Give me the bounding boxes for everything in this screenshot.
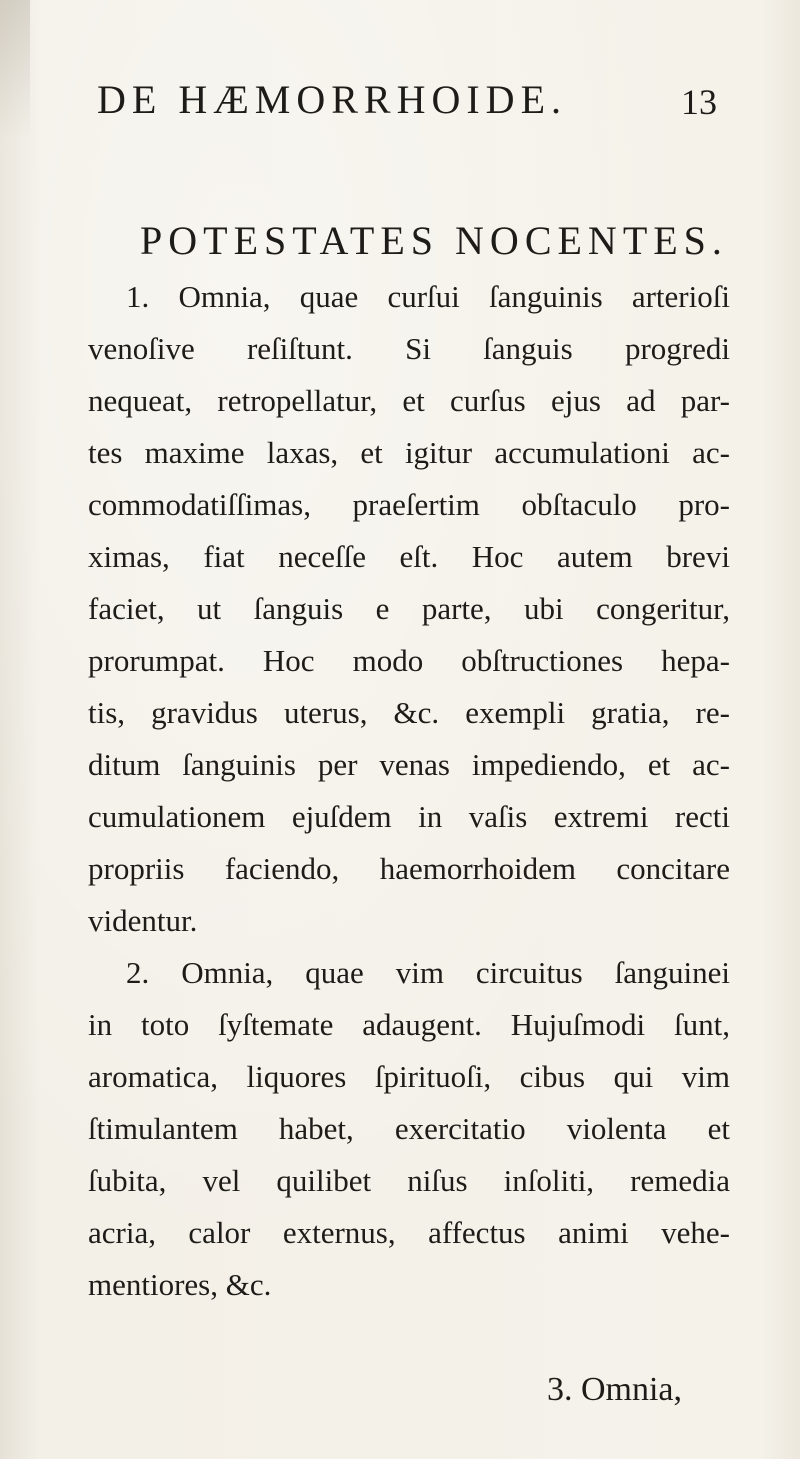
- text-line: propriis faciendo, haemorrhoidem concitare: [88, 851, 730, 886]
- text-line: prorumpat. Hoc modo obſtructiones hepa-: [88, 643, 730, 678]
- text-line: aromatica, liquores ſpirituoſi, cibus qui vim: [88, 1059, 730, 1094]
- body-text: [88, 271, 730, 1311]
- paragraph-2: [88, 947, 730, 1311]
- text-line: faciet, ut ſanguis e parte, ubi congeritur,: [88, 591, 730, 626]
- running-header: [97, 75, 717, 125]
- paragraph-1: [88, 271, 730, 947]
- catchword: 3. Omnia,: [546, 1371, 682, 1408]
- text-line: ſubita, vel quilibet niſus inſoliti, remedia: [88, 1163, 730, 1198]
- text-line: mentiores, &c.: [88, 1267, 272, 1302]
- text-line: videntur.: [88, 903, 198, 938]
- page-edge-shadow: [0, 0, 30, 140]
- text-line: in toto ſyſtemate adaugent. Hujuſmodi ſunt,: [88, 1007, 730, 1042]
- running-title: DE HÆMORRHOIDE.: [97, 77, 567, 122]
- page-number: 13: [681, 82, 717, 122]
- text-line: 1. Omnia, quae curſui ſanguinis arterioſi: [126, 279, 730, 314]
- text-line: 2. Omnia, quae vim circuitus ſanguinei: [126, 955, 730, 990]
- text-line: ſtimulantem habet, exercitatio violenta et: [88, 1111, 730, 1146]
- text-line: acria, calor externus, affectus animi vehe-: [88, 1215, 730, 1250]
- text-line: nequeat, retropellatur, et curſus ejus ad par-: [88, 383, 730, 418]
- section-heading: POTESTATES NOCENTES.: [140, 218, 728, 263]
- text-line: ditum ſanguinis per venas impediendo, et ac-: [88, 747, 730, 782]
- text-line: ximas, fiat neceſſe eſt. Hoc autem brevi: [88, 539, 730, 574]
- text-line: venoſive reſiſtunt. Si ſanguis progredi: [88, 331, 730, 366]
- text-line: commodatiſſimas, praeſertim obſtaculo pro-: [88, 487, 730, 522]
- text-line: cumulationem ejuſdem in vaſis extremi recti: [88, 799, 730, 834]
- text-line: tis, gravidus uterus, &c. exempli gratia, re-: [88, 695, 730, 730]
- text-line: tes maxime laxas, et igitur accumulationi ac-: [88, 435, 730, 470]
